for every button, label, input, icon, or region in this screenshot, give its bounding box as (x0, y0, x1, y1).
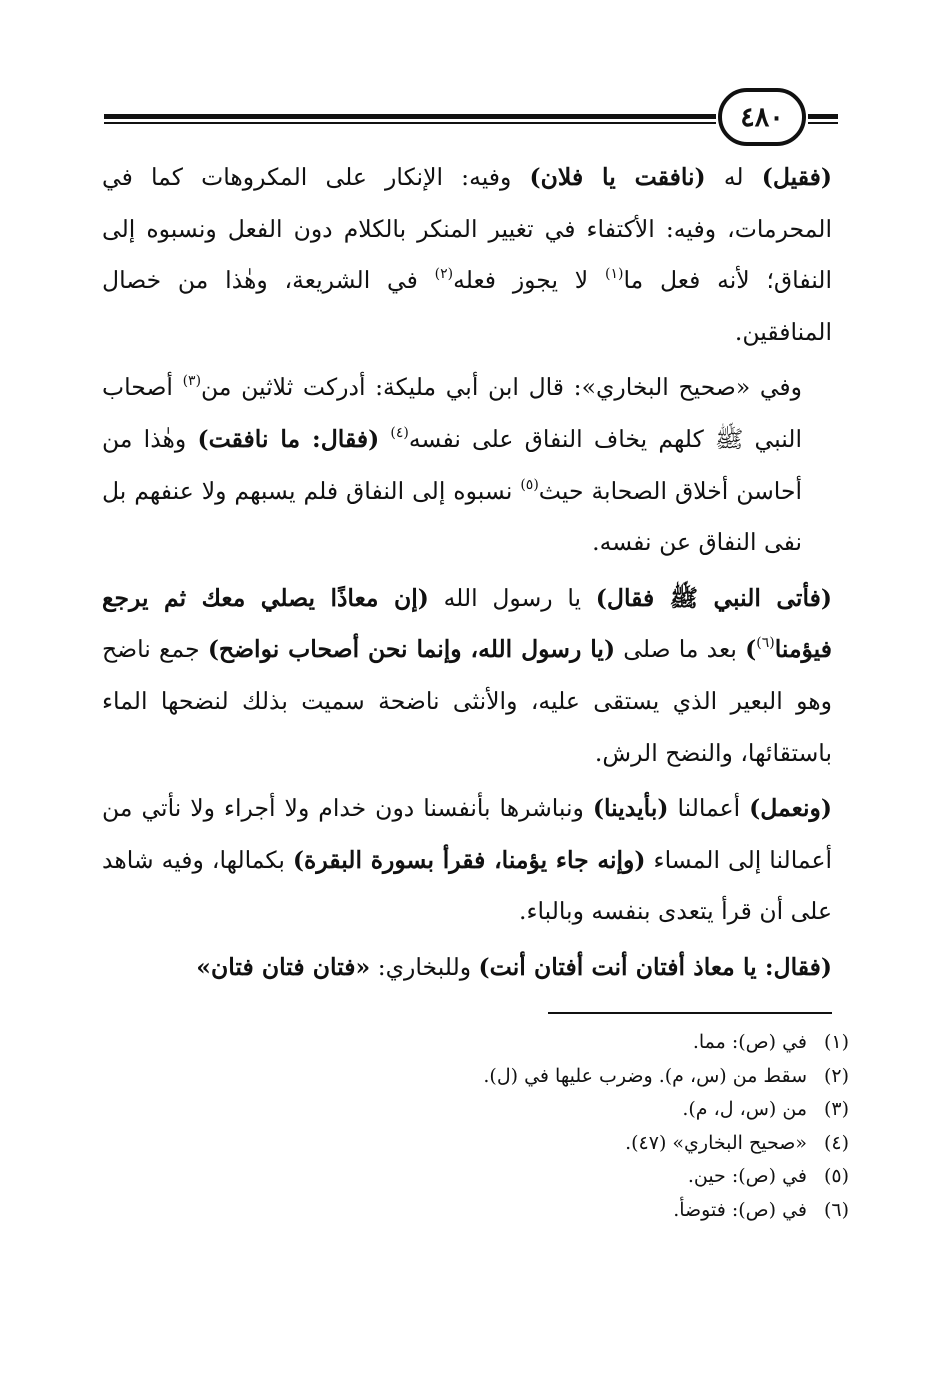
footnote-item (149, 1194, 849, 1228)
text-run: وفيه: الإنكار على المكروهات كما في المحرمات، وفيه: الأكتفاء في تغيير المنكر بالكلام دون الفعل ونسبوه إلى النفاق؛ لأنه فعل ما (102, 163, 832, 295)
text-run: جمع ناضح وهو البعير الذي يستقى عليه، والأنثى ناضحة سميت بذلك لنضحها الماء باستقائها، والنضح الرش. (102, 635, 832, 767)
paragraph-4 (102, 783, 832, 938)
text-run: لا يجوز فعله (453, 266, 605, 295)
text-run: وللبخاري: (370, 952, 479, 981)
hadith-quote: (فقال: ما نافقت) (197, 424, 380, 453)
footnote-item (149, 1127, 849, 1161)
paragraph-2 (102, 362, 832, 568)
page-number: ٤٨٠ (718, 88, 806, 146)
footnote-item (149, 1026, 849, 1060)
footnote-number: (٤) (823, 1131, 849, 1154)
hadith-quote: (فقال: يا معاذ أفتان أنت أفتان أنت) (478, 952, 832, 981)
text-run: أصحاب النبي ﷺ كلهم يخاف النفاق على نفسه (102, 373, 802, 453)
text-run: ونباشرها بأنفسنا دون خدام ولا أجراء ولا نأتي من أعمالنا إلى المساء (102, 794, 832, 874)
footnote-divider (548, 1012, 832, 1014)
hadith-quote: (نافقت يا فلان) (529, 163, 706, 191)
text-run: له (705, 163, 762, 191)
main-text (102, 152, 832, 998)
text-run: بكمالها، وفيه شاهد على أن قرأ يتعدى بنفسه وبالباء. (102, 845, 832, 926)
text-run (379, 425, 390, 453)
text-run: يا رسول الله (428, 583, 596, 612)
footnote-number: (١) (823, 1031, 849, 1053)
footnote-number: (٣) (823, 1098, 849, 1120)
paragraph-3 (102, 573, 832, 779)
hadith-quote: «فتان فتان فتان» (196, 952, 371, 981)
footnote-ref: (٥) (520, 476, 539, 493)
footnote-ref: (١) (604, 266, 624, 283)
text-run: وهٰذا من أحاسن أخلاق الصحابة حيث (102, 424, 803, 505)
text-run: في الشريعة، وهٰذا من خصال المنافقين. (102, 266, 832, 346)
hadith-quote: (بأيدينا) (592, 794, 669, 823)
footnote-ref: (٦) (756, 635, 775, 652)
paragraph-5 (102, 942, 832, 994)
footnote-text: في (ص): فتوضأ. (673, 1198, 807, 1221)
footnote-item (149, 1160, 849, 1194)
header-rule-thin (104, 122, 716, 124)
footnote-text: في (ص): حين. (687, 1165, 807, 1187)
hadith-quote: (يا رسول الله، وإنما نحن أصحاب نواضح) (207, 635, 616, 664)
hadith-quote: ) (745, 635, 757, 664)
header-rule-tail (808, 114, 838, 119)
footnote-item (149, 1093, 849, 1127)
footnote-text: سقط من (س، م). وضرب عليها في (ل). (483, 1064, 807, 1087)
text-run: أعمالنا (668, 794, 750, 823)
footnote-text: «صحيح البخاري» (٤٧). (625, 1131, 807, 1154)
text-run: بعد ما صلى (615, 635, 746, 664)
footnote-number: (٦) (823, 1198, 849, 1221)
footnote-ref: (٤) (390, 424, 409, 441)
footnote-ref: (٢) (434, 266, 454, 283)
text-run: وفي «صحيح البخاري»: قال ابن أبي مليكة: أدركت ثلاثين من (201, 373, 803, 402)
footnote-number: (٥) (823, 1165, 849, 1187)
hadith-quote: (فأتى النبي ﷺ فقال) (595, 583, 832, 612)
footnote-item (149, 1060, 849, 1094)
footnote-text: من (س، ل، م). (682, 1098, 807, 1120)
text-run: نسبوه إلى النفاق فلم يسبهم ولا عنفهم بل نفى النفاق عن نفسه. (102, 476, 802, 557)
paragraph-1 (102, 152, 832, 358)
footnote-ref: (٣) (182, 373, 202, 390)
footnote-text: في (ص): مما. (692, 1031, 807, 1053)
hadith-quote: (ونعمل) (749, 794, 832, 823)
hadith-quote: (فقيل) (761, 163, 832, 191)
hadith-quote: (وإنه جاء يؤمنا، فقرأ بسورة البقرة) (292, 845, 646, 874)
footnote-number: (٢) (823, 1064, 849, 1087)
footnotes (149, 1026, 849, 1227)
header-rule-thick (104, 114, 716, 119)
header-rule-tail-thin (808, 122, 838, 124)
hadith-quote: (إن معاذًا يصلي معك ثم يرجع فيؤمنا (102, 583, 832, 664)
